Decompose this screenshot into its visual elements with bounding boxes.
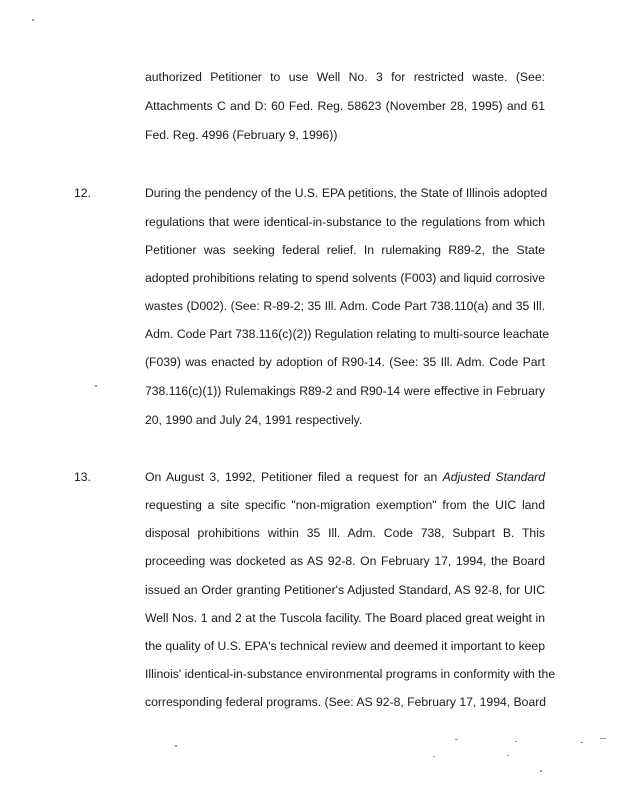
- text-line: issued an Order granting Petitioner's Adjusted Standard, AS 92-8, for UIC: [145, 583, 545, 597]
- text-line: Petitioner was seeking federal relief. In rulemaking R89-2, the State: [145, 243, 545, 257]
- italic-term: Adjusted Standard: [442, 470, 546, 484]
- scan-speck: [600, 738, 606, 739]
- text-line: proceeding was docketed as AS 92-8. On February 17, 1994, the Board: [145, 554, 545, 568]
- text-run: On August 3, 1992, Petitioner filed a request for an: [145, 470, 438, 484]
- text-line: requesting a site specific "non-migration exemption" from the UIC land: [145, 498, 545, 512]
- text-line: Well Nos. 1 and 2 at the Tuscola facility. The Board placed great weight in: [145, 611, 545, 625]
- text-line: Illinois' identical-in-substance environmental programs in conformity with the: [145, 667, 556, 681]
- text-line: regulations that were identical-in-substance to the regulations from which: [145, 215, 545, 229]
- scan-speck: [32, 19, 34, 21]
- text-line: Adm. Code Part 738.116(c)(2)) Regulation relating to multi-source leachate: [145, 327, 550, 341]
- text-line: Attachments C and D: 60 Fed. Reg. 58623 (November 28, 1995) and 61: [145, 99, 545, 113]
- text-line: (F039) was enacted by adoption of R90-14. (See: 35 Ill. Adm. Code Part: [145, 355, 545, 369]
- text-line: adopted prohibitions relating to spend solvents (F003) and liquid corrosive: [145, 271, 545, 285]
- text-line: the quality of U.S. EPA's technical review and deemed it important to keep: [145, 639, 545, 653]
- scan-speck: [433, 756, 435, 757]
- scan-speck: [540, 770, 542, 772]
- text-line: 738.116(c)(1)) Rulemakings R89-2 and R90-14 were effective in February: [145, 384, 545, 398]
- text-line: Fed. Reg. 4996 (February 9, 1996)): [145, 128, 338, 142]
- paragraph-number: 13.: [74, 470, 91, 484]
- text-line: corresponding federal programs. (See: AS 92-8, February 17, 1994, Board: [145, 695, 547, 709]
- text-line: During the pendency of the U.S. EPA petitions, the State of Illinois adopted: [145, 186, 548, 200]
- text-line: 20, 1990 and July 24, 1991 respectively.: [145, 413, 363, 427]
- text-line: [145, 470, 545, 484]
- text-line: authorized Petitioner to use Well No. 3 for restricted waste. (See:: [145, 70, 545, 84]
- scan-speck: [455, 739, 458, 740]
- scan-speck: [95, 385, 97, 387]
- text-line: disposal prohibitions within 35 Ill. Adm. Code 738, Subpart B. This: [145, 526, 545, 540]
- scan-speck: [175, 745, 177, 747]
- scan-speck: [515, 741, 517, 742]
- scan-speck: [507, 755, 509, 756]
- text-line: wastes (D002). (See: R-89-2; 35 Ill. Adm. Code Part 738.110(a) and 35 Ill.: [145, 299, 545, 313]
- scan-speck: [580, 742, 583, 743]
- paragraph-number: 12.: [74, 186, 91, 200]
